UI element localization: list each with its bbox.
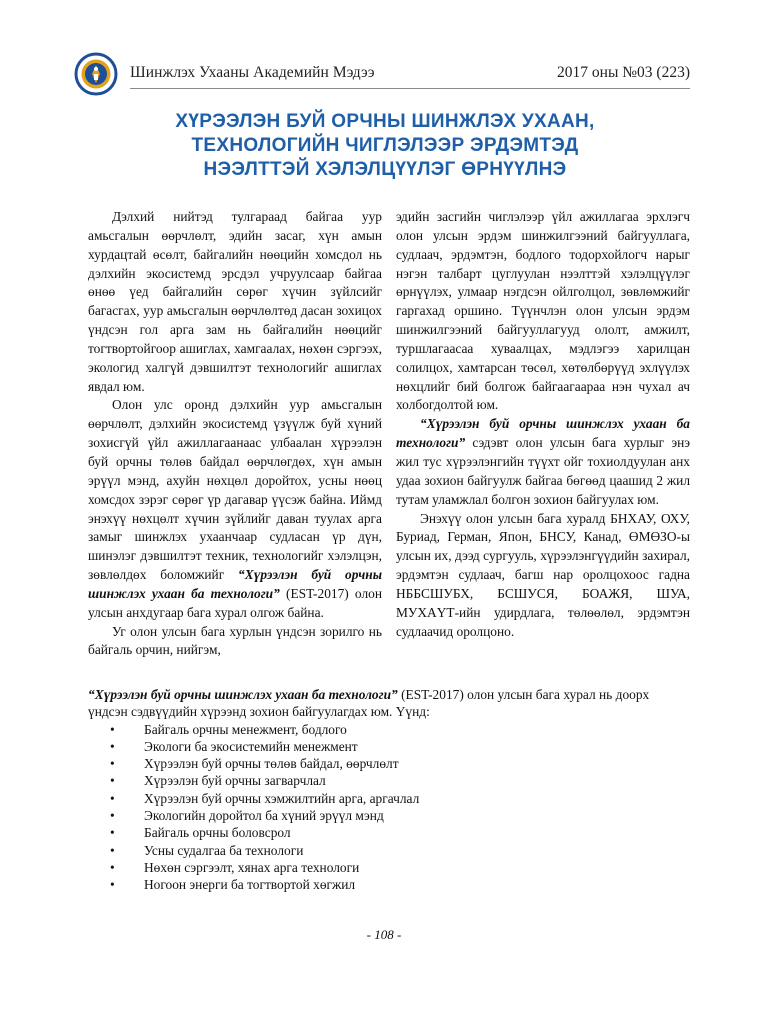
title-line-1: ХҮРЭЭЛЭН БУЙ ОРЧНЫ ШИНЖЛЭХ УХААН, bbox=[175, 111, 595, 132]
bullet-icon: • bbox=[110, 790, 115, 806]
topic-list-item bbox=[88, 721, 692, 738]
topic-list-item bbox=[88, 824, 692, 841]
topic-text: Ногоон энерги ба тогтвортой хөгжил bbox=[144, 877, 356, 893]
left-paragraph-3: Уг олон улсын бага хурлын үндсэн зорилго нь байгаль орчин, нийгэм, bbox=[88, 623, 382, 658]
left-column bbox=[88, 208, 382, 660]
academy-emblem-icon bbox=[74, 52, 118, 96]
topic-list-item bbox=[88, 876, 692, 893]
topic-text: Хүрээлэн буй орчны төлөв байдал, өөрчлөлт bbox=[144, 756, 399, 772]
bullet-icon: • bbox=[110, 773, 115, 789]
topic-list bbox=[88, 721, 692, 894]
journal-header bbox=[74, 52, 690, 92]
topic-list-item bbox=[88, 790, 692, 807]
left-paragraph-2-tail: (EST-2017) олон улсын анхдугаар бага хурал олгож байна. bbox=[88, 585, 382, 620]
left-paragraph-2-text: Олон улс оронд дэлхийн уур амьсгалын өөрчлөлт, дэлхийн экосистемд үзүүлж буй хүний зохисгүй үйл ажиллагаанаас улбаалан хүрээлэн буй орчны төлөв байдал өөрчлөгдөх, хүн амын эрүүл мэнд, ахуйн нөхцөл доройтох, усны нөөц хомсдох зэрэг сөрөг үр дагавар үүсэж байна. Иймд энэхүү нөхцөлт хүчин зүйлийг даван туулах арга замыг шинжлэх ухаанчаар судласан үр дүн, шинэлэг дэвшилтэт техник, технологийг хэлэлцэн, зөвлөлдөх боломжийг bbox=[88, 397, 382, 583]
article-title bbox=[100, 110, 670, 182]
topic-list-item bbox=[88, 842, 692, 859]
topic-text: Экологи ба экосистемийн менежмент bbox=[144, 738, 358, 754]
topics-intro bbox=[88, 686, 692, 721]
title-line-3: НЭЭЛТТЭЙ ХЭЛЭЛЦҮҮЛЭГ ӨРНҮҮЛНЭ bbox=[203, 159, 567, 180]
topic-text: Усны судалгаа ба технологи bbox=[144, 842, 304, 858]
right-paragraph-2-tail: сэдэвт олон улсын бага хурлыг энэ жил тус хүрээлэнгийн түүхт ойг тохиолдуулан анх удаа зохион байгуулж байгаа бөгөөд цаашид 2 жил тутам уламжлал болгон зохион байгуулах юм. bbox=[396, 435, 690, 507]
bullet-icon: • bbox=[110, 808, 115, 824]
topics-intro-tail: (EST-2017) олон улсын бага хурал нь доорх үндсэн сэдвүүдийн хүрээнд зохион байгуулагдах юм. Үүнд: bbox=[88, 687, 650, 720]
header-rule bbox=[130, 88, 690, 89]
topic-text: Хүрээлэн буй орчны загварчлал bbox=[144, 773, 326, 789]
bullet-icon: • bbox=[110, 825, 115, 841]
bullet-icon: • bbox=[110, 721, 115, 737]
topic-text: Экологийн доройтол ба хүний эрүүл мэнд bbox=[144, 808, 384, 824]
bullet-icon: • bbox=[110, 738, 115, 754]
title-line-2: ТЕХНОЛОГИЙН ЧИГЛЭЛЭЭР ЭРДЭМТЭД bbox=[191, 135, 579, 156]
bullet-icon: • bbox=[110, 842, 115, 858]
topic-list-item bbox=[88, 859, 692, 876]
topic-list-item bbox=[88, 772, 692, 789]
left-paragraph-1: Дэлхий нийтэд тулгараад байгаа уур амьсгалын өөрчлөлт, эдийн засаг, хүн амын хурдацтай өсөлт, байгалийн нөөцийн хомсдол нь дэлхийн экосистемд эрсдэл учруулсаар байгаа өнөө үед байгалийн сөрөг хүчин зүйлсийг багасгах, уур амьсгалын өөрчлөлтөд дасан зохицох үндсэн гол арга зам нь байгалийн нөөцийг тогтвортойгоор ашиглах, хамгаалах, нөхөн сэргээх, экологид халгүй дэвшилтэт технологийг ашиглах явдал юм. bbox=[88, 209, 382, 394]
bullet-icon: • bbox=[110, 877, 115, 893]
left-paragraph-2 bbox=[88, 396, 382, 622]
right-paragraph-3: Энэхүү олон улсын бага хуралд БНХАУ, ОХУ, Буриад, Герман, Япон, БНСУ, Канад, ӨМӨЗО-ы улсын их, дээд сургууль, хүрээлэнгүүдийн захирал, эрдэмтэн судлаач, багш нар оролцохоос гадна НББСШУБХ, БСШУСЯ, БОАЖЯ, ШУА, МУХАҮТ-ийн удирдлага, төлөөлөл, эрдэмтэн судлаачид оролцоно. bbox=[396, 510, 690, 639]
page-number: - 108 - bbox=[366, 927, 402, 942]
right-paragraph-1: эдийн засгийн чиглэлээр үйл ажиллагаа эрхлэгч олон улсын эрдэм шинжилгээний байгууллага, судлаач, эрдэмтэн, бодлого тодорхойлогч нарыг нэгэн талбарт цуглуулан нээлттэй хэлэлцүүлэг өрнүүлэх, улмаар нэгдсэн ойлголцол, зөвлөмжийг гаргахад оршино. Түүнчлэн олон улсын эрдэм шинжилгээний байгууллагууд ололт, амжилт, туршлагаасаа хуваалцах, мэдлэгээ харилцан солилцох, хамтарсан төсөл, хөтөлбөрүүд эхлүүлэх нөхцлийг бий болгож байгаагаараа нэн чухал ач холбогдолтой юм. bbox=[396, 209, 690, 413]
topic-text: Байгаль орчны менежмент, бодлого bbox=[144, 721, 347, 737]
right-column bbox=[396, 208, 690, 641]
bullet-icon: • bbox=[110, 756, 115, 772]
issue-number: 2017 оны №03 (223) bbox=[557, 64, 690, 81]
journal-name: Шинжлэх Ухааны Академийн Мэдээ bbox=[130, 64, 375, 81]
conference-name-emphasis: “Хүрээлэн буй орчны шинжлэх ухаан ба технологи” bbox=[396, 416, 690, 451]
bullet-icon: • bbox=[110, 859, 115, 875]
topic-list-item bbox=[88, 807, 692, 824]
conference-name-emphasis: “Хүрээлэн буй орчны шинжлэх ухаан ба технологи” bbox=[88, 567, 383, 601]
topic-text: Нөхөн сэргээлт, хянах арга технологи bbox=[144, 859, 360, 875]
topic-text: Хүрээлэн буй орчны хэмжилтийн арга, аргачлал bbox=[144, 790, 420, 806]
right-paragraph-2 bbox=[396, 415, 690, 509]
topics-section bbox=[88, 686, 692, 894]
topic-list-item bbox=[88, 738, 692, 755]
topic-list-item bbox=[88, 755, 692, 772]
topic-text: Байгаль орчны боловсрол bbox=[144, 825, 291, 841]
conference-name-emphasis: “Хүрээлэн буй орчны шинжлэх ухаан ба технологи” bbox=[88, 687, 398, 702]
